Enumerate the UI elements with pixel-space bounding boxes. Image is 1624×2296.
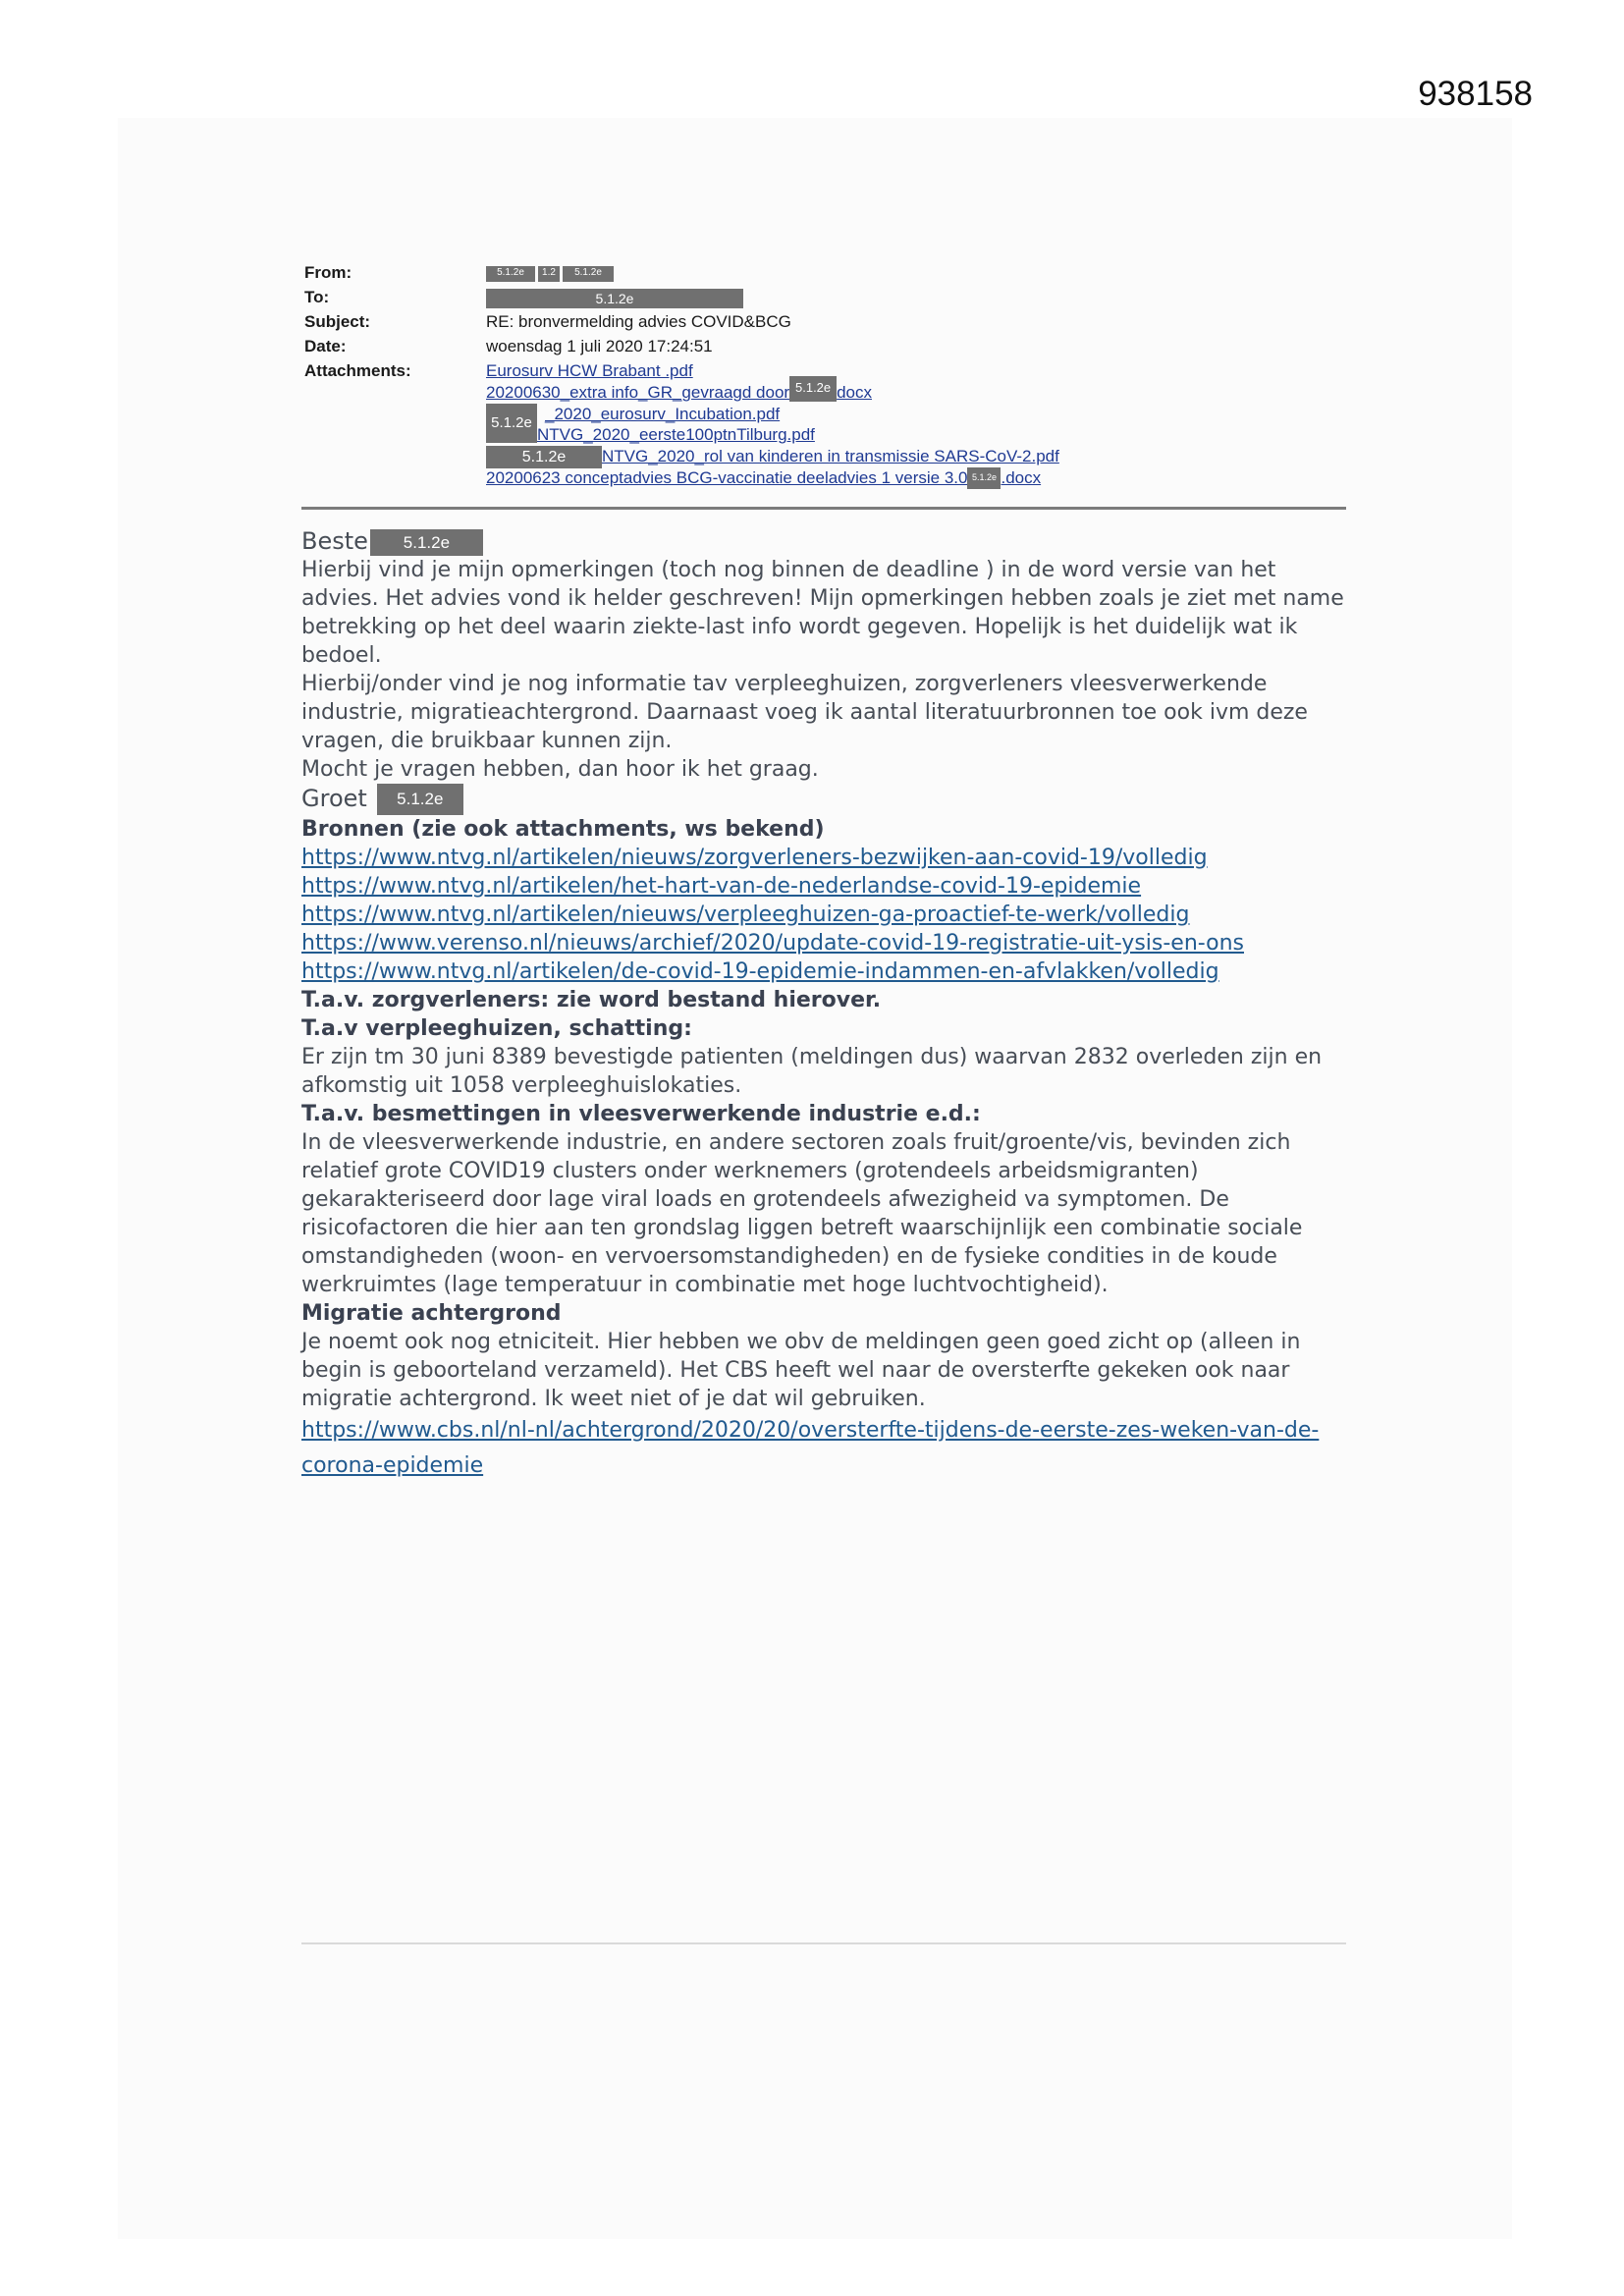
redaction-box: 5.1.2e [486, 266, 535, 282]
subject-row [304, 312, 1335, 337]
salutation: Beste [301, 527, 368, 555]
from-label: From: [304, 263, 352, 282]
redaction-box: 5.1.2e [486, 289, 743, 308]
source-link[interactable]: https://www.ntvg.nl/artikelen/nieuws/verpleeghuizen-ga-proactief-te-werk/volledig [301, 902, 1190, 927]
header-divider [301, 507, 1346, 510]
from-value [486, 263, 1335, 283]
source-link-4 [301, 929, 1313, 957]
migration-heading: Migratie achtergrond [301, 1301, 562, 1326]
date-value: woensdag 1 juli 2020 17:24:51 [486, 337, 713, 355]
footer-divider [301, 1942, 1346, 1944]
attachment-link[interactable]: NTVG_2020_eerste100ptnTilburg.pdf [537, 425, 815, 445]
migration-text: Je noemt ook nog etniciteit. Hier hebben we obv de meldingen geen goed zicht op (alleen in begin is geboorteland verzameld). Het CBS heeft wel naar de oversterfte gekeken ook naar migratie achtergrond. Ik weet niet of je dat wil gebruiken. [301, 1330, 1301, 1411]
date-label: Date: [304, 337, 347, 355]
attachment-item [486, 424, 1335, 446]
to-row [304, 288, 1335, 312]
paragraph-info: Hierbij/onder vind je nog informatie tav verpleeghuizen, zorgverleners vleesverwerkende industrie, migratieachtergrond. Daarnaast voeg ik aantal literatuurbronnen toe ook ivm deze vragen, die bruikbaar kunnen zijn. [301, 672, 1308, 753]
closing-line [301, 784, 1352, 815]
subject-value: RE: bronvermelding advies COVID&BCG [486, 312, 791, 331]
attachment-link[interactable]: .docx [1001, 467, 1042, 487]
attachment-item [486, 404, 1335, 431]
paragraph-questions: Mocht je vragen hebben, dan hoor ik het graag. [301, 757, 819, 782]
attachment-item [486, 360, 1335, 382]
redaction-box: 5.1.2e [563, 266, 614, 282]
nursing-homes-text: Er zijn tm 30 juni 8389 bevestigde patienten (meldingen dus) waarvan 2832 overleden zijn en afkomstig uit 1058 verpleeghuislokaties. [301, 1045, 1323, 1098]
attachments-label: Attachments: [304, 361, 411, 380]
to-label: To: [304, 288, 330, 306]
source-link[interactable]: https://www.ntvg.nl/artikelen/nieuws/zorgverleners-bezwijken-aan-covid-19/volledig [301, 846, 1208, 870]
attachment-item [486, 446, 1335, 467]
nursing-homes-heading: T.a.v verpleeghuizen, schatting: [301, 1016, 692, 1041]
source-link-3 [301, 901, 1352, 929]
source-link-1 [301, 844, 1352, 872]
redaction-box: 5.1.2e [486, 404, 537, 443]
email-body [301, 527, 1352, 1484]
source-link[interactable]: https://www.ntvg.nl/artikelen/het-hart-van-de-nederlandse-covid-19-epidemie [301, 874, 1142, 899]
cbs-link-line [301, 1413, 1352, 1484]
source-link[interactable]: https://www.ntvg.nl/artikelen/de-covid-19-epidemie-indammen-en-afvlakken/volledig [301, 959, 1219, 984]
meat-industry-text: In de vleesverwerkende industrie, en andere sectoren zoals fruit/groente/vis, bevinden zich relatief grote COVID19 clusters onder werknemers (grotendeels arbeidsmigranten) gekarakteriseerd door lage viral loads en grotendeels afwezigheid va symptomen. De risicofactoren die hier aan ten grondslag liggen betreft waarschijnlijk een combinatie sociale omstandigheden (woon- en vervoersomstandigheden) en de fysieke condities in de koude werkruimtes (lage temperatuur in combinatie met hoge luchtvochtigheid). [301, 1130, 1303, 1297]
attachment-link[interactable]: NTVG_2020_rol van kinderen in transmissie SARS-CoV-2.pdf [602, 447, 1059, 466]
attachments-list [486, 360, 1335, 489]
closing: Groet [301, 785, 367, 812]
meat-industry-heading: T.a.v. besmettingen in vleesverwerkende industrie e.d.: [301, 1102, 981, 1126]
from-row [304, 263, 1335, 288]
email-header [304, 263, 1335, 489]
source-link-2 [301, 872, 1352, 901]
redaction-box: 5.1.2e [486, 446, 602, 468]
attachment-link[interactable]: 20200623 conceptadvies BCG-vaccinatie deeladvies 1 versie 3.0 [486, 467, 968, 487]
paragraph-comments: Hierbij vind je mijn opmerkingen (toch nog binnen de deadline ) in de word versie van het advies. Het advies vond ik helder geschreven! Mijn opmerkingen hebben zoals je ziet met name betrekking op het deel waarin ziekte-last info wordt gegeven. Hopelijk is het duidelijk wat ik bedoel. [301, 558, 1344, 668]
redaction-box: 5.1.2e [377, 784, 463, 815]
subject-label: Subject: [304, 312, 371, 331]
attachment-link[interactable]: docx [837, 382, 872, 402]
date-row [304, 337, 1335, 361]
attachment-link[interactable]: _2020_eurosurv_Incubation.pdf [545, 404, 781, 423]
redaction-box: 5.1.2e [967, 467, 1001, 489]
cbs-link[interactable]: https://www.cbs.nl/nl-nl/achtergrond/2020/20/oversterfte-tijdens-de-eerste-zes-weken-van-de-corona-epidemie [301, 1418, 1320, 1478]
attachment-item [486, 379, 1335, 404]
attachment-item [486, 467, 1335, 489]
redaction-box: 1.2 [538, 266, 560, 282]
to-value [486, 288, 1335, 308]
source-link[interactable]: https://www.verenso.nl/nieuws/archief/2020/update-covid-19-registratie-uit-ysis-en-ons [301, 931, 1244, 956]
attachment-link[interactable]: 20200630_extra info_GR_gevraagd door [486, 382, 790, 402]
source-link-5 [301, 957, 1352, 986]
document-number: 938158 [1418, 75, 1533, 113]
attachments-row [304, 361, 1335, 489]
redaction-box: 5.1.2e [370, 529, 483, 556]
sources-heading: Bronnen (zie ook attachments, ws bekend) [301, 817, 825, 842]
care-workers-heading: T.a.v. zorgverleners: zie word bestand hierover. [301, 988, 882, 1012]
redaction-box: 5.1.2e [789, 376, 837, 402]
salutation-line [301, 527, 1352, 556]
attachment-link[interactable]: Eurosurv HCW Brabant .pdf [486, 361, 693, 380]
